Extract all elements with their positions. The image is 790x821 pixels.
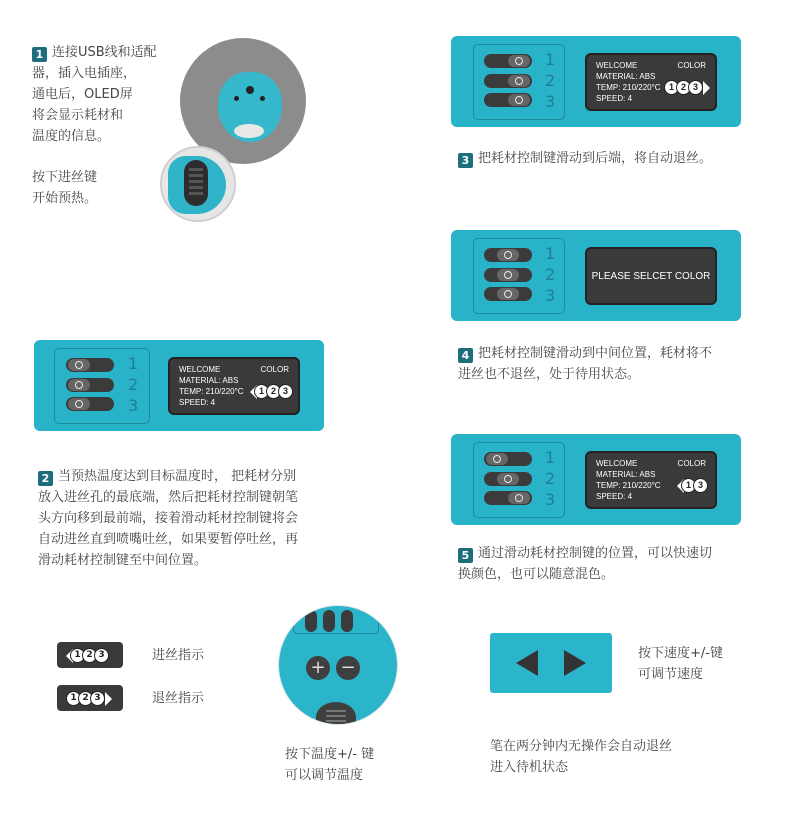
color-1-icon: 1 bbox=[254, 384, 269, 399]
screen-material: MATERIAL: ABS bbox=[179, 376, 239, 385]
retract-indicator bbox=[57, 685, 123, 711]
filament-switch-2[interactable] bbox=[66, 378, 114, 392]
switch-number-2: 2 bbox=[545, 469, 556, 488]
step2-line2: 放入进丝孔的最底端，然后把耗材控制键朝笔 bbox=[38, 490, 299, 505]
standby-note bbox=[490, 736, 672, 778]
step5-number: 5 bbox=[458, 548, 473, 563]
color-3-icon: 3 bbox=[693, 478, 708, 493]
temp-caption bbox=[285, 744, 374, 786]
speed-caption-line1: 按下速度+/-键 bbox=[638, 646, 723, 661]
panel-step2 bbox=[34, 340, 324, 431]
step2-line4: 自动进丝直到喷嘴吐丝，如果要暂停吐丝，再 bbox=[38, 532, 299, 547]
pen-hole-icon bbox=[234, 96, 239, 101]
screen-welcome: WELCOME bbox=[596, 61, 638, 70]
screen-speed: SPEED: 4 bbox=[179, 398, 216, 407]
step5-text bbox=[458, 543, 712, 585]
filament-switch-1[interactable] bbox=[484, 452, 532, 466]
color-3-icon: 3 bbox=[688, 80, 703, 95]
step4-line2: 进丝也不退丝，处于待用状态。 bbox=[458, 367, 641, 382]
feed-indicator bbox=[57, 642, 123, 668]
screen-temp: TEMP: 210/220°C bbox=[596, 83, 661, 92]
filament-switch-1[interactable] bbox=[484, 248, 532, 262]
step1-hint bbox=[32, 167, 97, 209]
speed-caption bbox=[638, 643, 723, 685]
step4-number: 4 bbox=[458, 348, 473, 363]
step1-hint-line2: 开始预热。 bbox=[32, 191, 98, 206]
color-1-icon: 1 bbox=[681, 478, 696, 493]
step2-number: 2 bbox=[38, 471, 53, 486]
color-1-icon: 1 bbox=[664, 80, 679, 95]
screen-temp: TEMP: 210/220°C bbox=[179, 387, 244, 396]
panel-step4 bbox=[451, 230, 741, 321]
filament-switch-3[interactable] bbox=[66, 397, 114, 411]
panel-step3 bbox=[451, 36, 741, 127]
temp-minus-button[interactable]: − bbox=[336, 656, 360, 680]
screen-temp: TEMP: 210/220°C bbox=[596, 481, 661, 490]
standby-line1: 笔在两分钟内无操作会自动退丝 bbox=[490, 739, 673, 754]
filament-switch-2[interactable] bbox=[484, 268, 532, 282]
color-2-icon: 2 bbox=[78, 691, 93, 706]
screen-select-prompt: PLEASE SELCET COLOR bbox=[591, 270, 711, 282]
filament-switch-2[interactable] bbox=[484, 472, 532, 486]
screen-color-label: COLOR bbox=[260, 365, 289, 374]
step1-line2: 器，插入电插座， bbox=[32, 66, 137, 81]
step4-text bbox=[458, 343, 712, 385]
step1-line3: 通电后，OLED屏 bbox=[32, 87, 133, 102]
screen-welcome: WELCOME bbox=[596, 459, 638, 468]
filament-switch-3[interactable] bbox=[484, 287, 532, 301]
pen-nozzle bbox=[234, 124, 264, 138]
filament-switch-1[interactable] bbox=[66, 358, 114, 372]
standby-line2: 进入待机状态 bbox=[490, 760, 569, 775]
speed-caption-line2: 可调节速度 bbox=[638, 667, 704, 682]
filament-switch-3[interactable] bbox=[484, 491, 532, 505]
temp-caption-line1: 按下温度+/- 键 bbox=[285, 747, 375, 762]
step3-number: 3 bbox=[458, 153, 473, 168]
switch-stub bbox=[323, 610, 335, 632]
color-3-icon: 3 bbox=[94, 648, 109, 663]
step1-line1: 连接USB线和适配 bbox=[52, 45, 157, 60]
color-1-icon: 1 bbox=[66, 691, 81, 706]
step4-line1: 把耗材控制键滑动到中间位置，耗材将不 bbox=[478, 346, 713, 361]
speed-button-panel bbox=[490, 633, 612, 693]
filament-switch-3[interactable] bbox=[484, 93, 532, 107]
step2-line5: 滑动耗材控制键至中间位置。 bbox=[38, 553, 208, 568]
filament-switch-1[interactable] bbox=[484, 54, 532, 68]
step2-line1: 当预热温度达到目标温度时， 把耗材分别 bbox=[58, 469, 297, 484]
feed-key-top bbox=[316, 702, 356, 725]
step1-hint-line1: 按下进丝键 bbox=[32, 170, 98, 185]
switch-number-1: 1 bbox=[545, 50, 556, 69]
retract-indicator-label: 退丝指示 bbox=[152, 691, 205, 706]
screen-color-label: COLOR bbox=[677, 61, 706, 70]
switch-number-3: 3 bbox=[545, 286, 556, 305]
temp-plus-button[interactable]: + bbox=[306, 656, 330, 680]
color-indicator-123-retract bbox=[667, 80, 710, 95]
color-3-icon: 3 bbox=[278, 384, 293, 399]
oled-screen bbox=[585, 247, 717, 305]
feed-indicator-label: 进丝指示 bbox=[152, 648, 205, 663]
color-2-icon: 2 bbox=[676, 80, 691, 95]
step3-line1: 把耗材控制键滑动到后端，将自动退丝。 bbox=[478, 151, 713, 166]
screen-welcome: WELCOME bbox=[179, 365, 221, 374]
switch-number-3: 3 bbox=[545, 92, 556, 111]
oled-screen bbox=[168, 357, 300, 415]
step5-line1: 通过滑动耗材控制键的位置，可以快速切 bbox=[478, 546, 713, 561]
screen-material: MATERIAL: ABS bbox=[596, 72, 656, 81]
step1-line5: 温度的信息。 bbox=[32, 129, 111, 144]
step1-line4: 将会显示耗材和 bbox=[32, 108, 124, 123]
temperature-button-detail bbox=[278, 605, 398, 725]
oled-screen bbox=[585, 451, 717, 509]
feed-key-button[interactable] bbox=[184, 160, 208, 206]
switch-stub bbox=[305, 610, 317, 632]
switch-number-2: 2 bbox=[128, 375, 139, 394]
color-2-icon: 2 bbox=[266, 384, 281, 399]
switch-number-1: 1 bbox=[545, 448, 556, 467]
color-indicator-13 bbox=[677, 478, 708, 493]
switch-number-3: 3 bbox=[128, 396, 139, 415]
switch-number-2: 2 bbox=[545, 265, 556, 284]
temp-caption-line2: 可以调节温度 bbox=[285, 768, 364, 783]
screen-speed: SPEED: 4 bbox=[596, 492, 633, 501]
filament-switch-2[interactable] bbox=[484, 74, 532, 88]
pen-hole-icon bbox=[246, 86, 254, 94]
screen-color-label: COLOR bbox=[677, 459, 706, 468]
pen-hole-icon bbox=[260, 96, 265, 101]
oled-screen bbox=[585, 53, 717, 111]
step1-number: 1 bbox=[32, 47, 47, 62]
color-2-icon: 2 bbox=[82, 648, 97, 663]
switch-number-1: 1 bbox=[545, 244, 556, 263]
step5-line2: 换颜色，也可以随意混色。 bbox=[458, 567, 615, 582]
step2-line3: 头方向移到最前端，接着滑动耗材控制键将会 bbox=[38, 511, 299, 526]
switch-number-2: 2 bbox=[545, 71, 556, 90]
switch-number-1: 1 bbox=[128, 354, 139, 373]
pen-illustration bbox=[160, 38, 310, 218]
step2-text bbox=[38, 466, 328, 571]
step3-text bbox=[458, 148, 712, 169]
switch-number-3: 3 bbox=[545, 490, 556, 509]
panel-step5 bbox=[451, 434, 741, 525]
speed-minus-arrow-icon[interactable] bbox=[516, 650, 538, 676]
color-1-icon: 1 bbox=[70, 648, 85, 663]
screen-speed: SPEED: 4 bbox=[596, 94, 633, 103]
color-indicator-123 bbox=[250, 384, 293, 399]
screen-material: MATERIAL: ABS bbox=[596, 470, 656, 479]
color-3-icon: 3 bbox=[90, 691, 105, 706]
speed-plus-arrow-icon[interactable] bbox=[564, 650, 586, 676]
switch-stub bbox=[341, 610, 353, 632]
